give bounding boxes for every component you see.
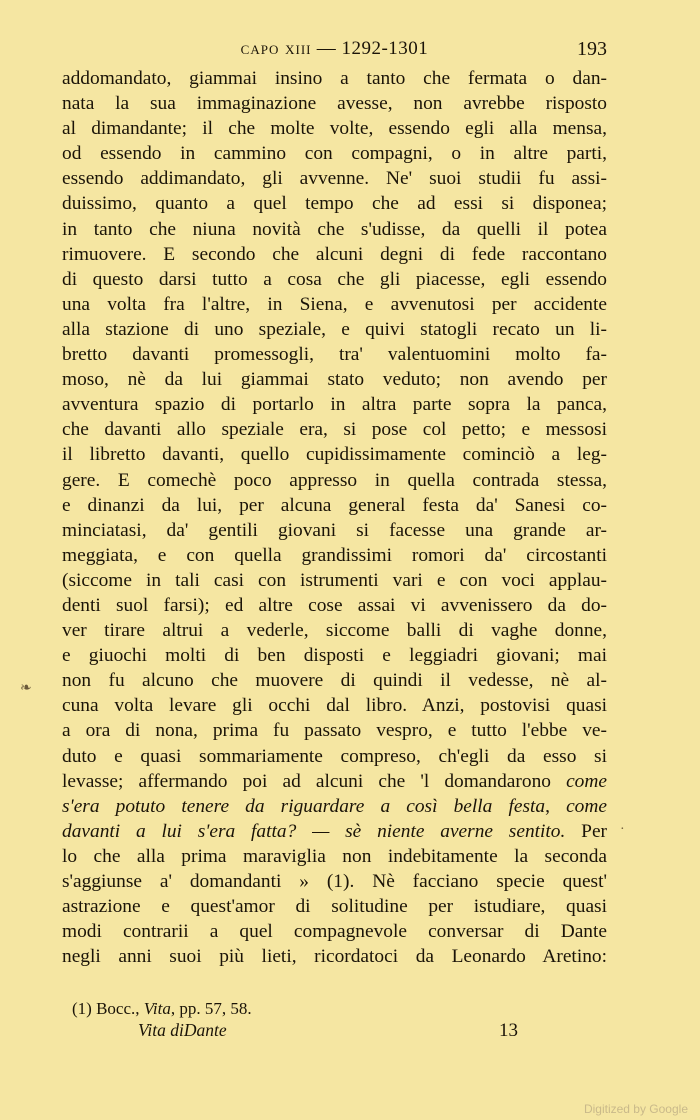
text-line-italic (62, 819, 607, 844)
italic-phrase: come (566, 770, 607, 792)
text-line: duto e quasi sommariamente compreso, ch'egli da esso si (62, 745, 607, 767)
signature-number: 13 (499, 1020, 518, 1041)
text-line: ver tirare altrui a vederle, siccome balli di vaghe donne, (62, 620, 607, 642)
text-line: di questo darsi tutto a cosa che gli piacesse, egli essendo (62, 268, 607, 290)
text-line: denti suol farsi); ed altre cose assai vi avvenissero da do- (62, 594, 607, 616)
text-line: nata la sua immaginazione avesse, non avrebbe risposto (62, 93, 607, 115)
text-line: una volta fra l'altre, in Siena, e avvenutosi per accidente (62, 293, 607, 315)
text-line: meggiata, e con quella grandissimi romori da' circostanti (62, 544, 607, 566)
footnote-text-end: , pp. 57, 58. (170, 999, 252, 1018)
text-line: modi contrarii a quel compagnevole conversar di Dante (62, 921, 607, 943)
signature-line (78, 1020, 528, 1044)
text-line: a ora di nona, prima fu passato vespro, e tutto l'ebbe ve- (62, 720, 607, 742)
chapter-label: capo xiii (240, 38, 312, 59)
text-line: bretto davanti promessogli, tra' valentuomini molto fa- (62, 344, 607, 366)
footnote-work: Vita (143, 999, 171, 1018)
page-number: 193 (577, 38, 607, 60)
text-line: lo che alla prima maraviglia non indebitamente la seconda (62, 845, 607, 867)
italic-phrase: davanti a lui s'era fatta? — sè niente averne sentito. (62, 820, 566, 842)
page-header (62, 38, 607, 66)
text-line: duissimo, quanto a quel tempo che ad essi si disponea; (62, 193, 607, 215)
header-dash: — (316, 38, 337, 59)
text-line-italic (62, 794, 607, 819)
footnote-mark: (1) (72, 999, 92, 1018)
text-line: al dimandante; il che molte volte, essendo egli alla mensa, (62, 118, 607, 140)
text-line: od essendo in cammino con compagni, o in altre parti, (62, 143, 607, 165)
text-line: che davanti allo speziale era, si pose col petto; e messosi (62, 419, 607, 441)
body-text (62, 66, 607, 969)
italic-phrase: come (566, 795, 607, 817)
digitization-watermark: Digitized by Google (583, 1102, 688, 1116)
text-line: minciatasi, da' gentili giovani si facesse una grande ar- (62, 519, 607, 541)
text-line: e dinanzi da lui, per alcuna general festa da' Sanesi co- (62, 494, 607, 516)
text-line: gere. E comechè poco appresso in quella contrada stessa, (62, 469, 607, 491)
text-line: (siccome in tali casi con istrumenti vari e con voci applau- (62, 569, 607, 591)
footnote (72, 999, 252, 1019)
footnote-text-start: Bocc., (96, 999, 144, 1018)
text-line: addomandato, giammai insino a tanto che fermata o dan- (62, 68, 607, 89)
text-line: rimuovere. E secondo che alcuni degni di fede raccontano (62, 243, 607, 265)
text-line: avventura spazio di portarlo in altra parte sopra la panca, (62, 394, 607, 416)
text-line: e giuochi molti di ben disposti e leggiadri giovani; mai (62, 645, 607, 667)
text-line: astrazione e quest'amor di solitudine per istudiare, quasi (62, 896, 607, 918)
text-line: il libretto davanti, quello cupidissimamente cominciò a leg- (62, 444, 607, 466)
italic-phrase: s'era potuto tenere da riguardare a così bella festa (62, 795, 546, 817)
text-line: moso, nè da lui giammai stato veduto; non avendo per (62, 369, 607, 391)
signature-title: Vita diDante (138, 1020, 227, 1040)
text-line: negli anni suoi più lieti, ricordatoci da Leonardo Aretino: (62, 946, 607, 968)
text-line: in tanto che niuna novità che s'udisse, da quelli il potea (62, 218, 607, 240)
text-line: essendo addimandato, gli avvenne. Ne' suoi studii fu assi- (62, 168, 607, 190)
margin-dot-icon: · (620, 822, 625, 837)
running-head (62, 38, 607, 60)
text-line: non fu alcuno che muovere di quindi il vedesse, nè al- (62, 670, 607, 692)
text-line-mixed (62, 769, 607, 794)
text-line-start: levasse; affermando poi ad alcuni che 'l domandarono (62, 770, 551, 792)
header-years: 1292-1301 (341, 38, 429, 59)
punctuation: , (545, 795, 567, 817)
text-line: cuna volta levare gli occhi dal libro. Anzi, postovisi quasi (62, 695, 607, 717)
text-line: s'aggiunse a' domandanti » (1). Nè facciano specie quest' (62, 871, 607, 892)
text-line: alla stazione di uno speziale, e quivi statogli recato un li- (62, 318, 607, 340)
margin-mark-icon: ❧ (20, 681, 32, 696)
text-line-end: Per (565, 820, 608, 842)
